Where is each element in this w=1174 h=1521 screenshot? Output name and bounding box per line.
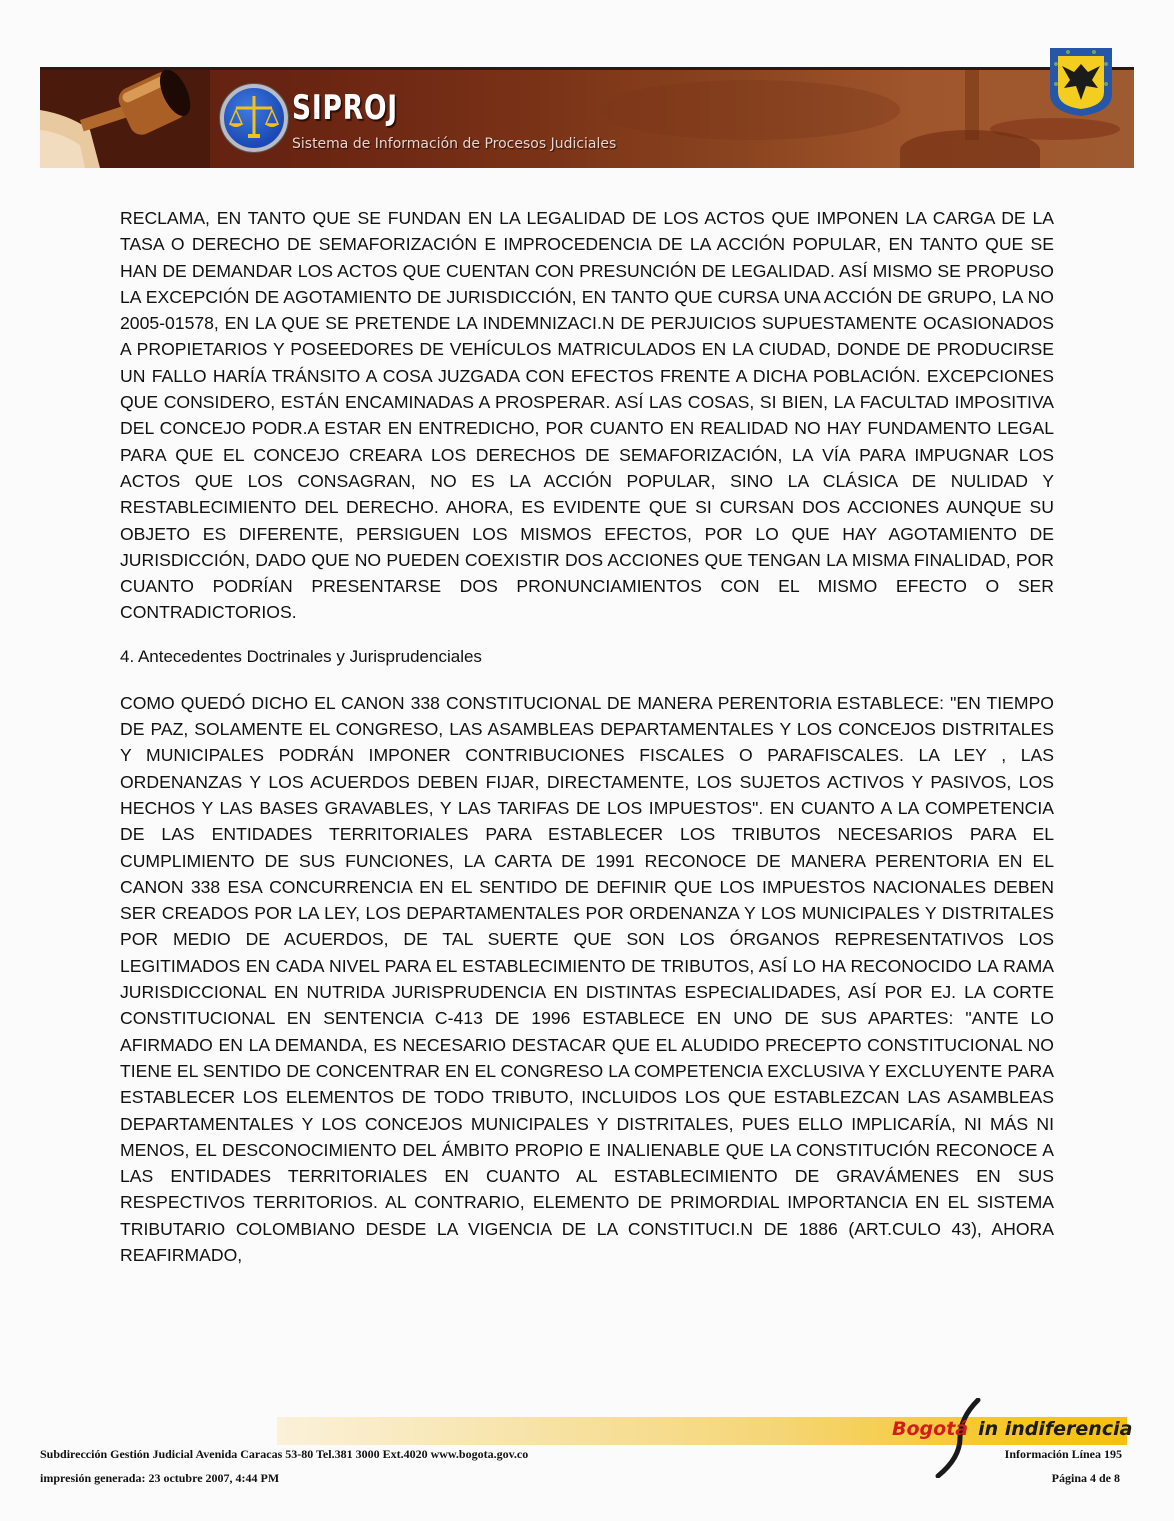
app-title: SIPROJ [292, 88, 398, 128]
brand-sin-indiferencia: in indiferencia [978, 1418, 1133, 1440]
footer-info-line: Información Línea 195 [1004, 1447, 1122, 1461]
bogota-coat-of-arms-icon [1048, 44, 1114, 118]
header-banner [40, 67, 1134, 168]
banner-shadow [600, 80, 900, 140]
document-paragraph: RECLAMA, EN TANTO QUE SE FUNDAN EN LA LEGALIDAD DE LOS ACTOS QUE IMPONEN LA CARGA DE LA TASA O DERECHO DE SEMAFORIZACIÓN E IMPROCEDENCIA DE LA ACCIÓN POPULAR, EN TANTO QUE SE HAN DE DEMANDAR LOS ACTOS QUE CUENTAN CON PRESUNCIÓN DE LEGALIDAD. ASÍ MISMO SE PROPUSO LA EXCEPCIÓN DE AGOTAMIENTO DE JURISDICCIÓN, EN TANTO QUE CURSA UNA ACCIÓN DE GRUPO, LA NO 2005-01578, EN LA QUE SE PRETENDE LA INDEMNIZACI.N DE PERJUICIOS SUPUESTAMENTE OCASIONADOS A PROPIETARIOS Y POSEEDORES DE VEHÍCULOS MATRICULADOS EN LA CIUDAD, DONDE DE PRODUCIRSE UN FALLO HARÍA TRÁNSITO A COSA JUZGADA CON EFECTOS FRENTE A DICHA POBLACIÓN. EXCEPCIONES QUE CONSIDERO, ESTÁN ENCAMINADAS A PROSPERAR. ASÍ LAS COSAS, SI BIEN, LA FACULTAD IMPOSITIVA DEL CONCEJO PODR.A ESTAR EN ENTREDICHO, POR CUANTO EN REALIDAD NO HAY FUNDAMENTO LEGAL PARA QUE EL CONCEJO CREARA LOS DERECHOS DE SEMAFORIZACIÓN, LA VÍA PARA IMPUGNAR LOS ACTOS QUE LOS CONSAGRAN, NO ES LA ACCIÓN POPULAR, SINO LA CLÁSICA DE NULIDAD Y RESTABLECIMIENTO DEL DERECHO. AHORA, ES EVIDENTE QUE SI CURSAN DOS ACCIONES AUNQUE SU OBJETO ES DIFERENTE, PERSIGUEN LOS MISMOS EFECTOS, POR LO QUE HAY AGOTAMIENTO DE JURISDICCIÓN, DADO QUE NO PUEDEN COEXISTIR DOS ACCIONES QUE TENGAN LA MISMA FINALIDAD, POR CUANTO PODRÍAN PRESENTARSE DOS PRONUNCIAMIENTOS CON EL MISMO EFECTO O SER CONTRADICTORIOS. [120, 208, 1054, 623]
footer-address: Subdirección Gestión Judicial Avenida Caracas 53-80 Tel.381 3000 Ext.4020 www.bogota.gov.co [40, 1447, 529, 1461]
gavel-image [40, 70, 210, 168]
app-subtitle: Sistema de Información de Procesos Judiciales [292, 136, 617, 152]
bogota-sin-indiferencia-logo [892, 1418, 1132, 1440]
scales-of-justice-seal-icon [220, 84, 288, 152]
banner-scale-foot [900, 130, 1040, 168]
document-paragraph: COMO QUEDÓ DICHO EL CANON 338 CONSTITUCIONAL DE MANERA PERENTORIA ESTABLECE: "EN TIEMPO DE PAZ, SOLAMENTE EL CONGRESO, LAS ASAMBLEAS DEPARTAMENTALES Y LOS CONCEJOS DISTRITALES Y MUNICIPALES PODRÁN IMPONER CONTRIBUCIONES FISCALES O PARAFISCALES. LA LEY , LAS ORDENANZAS Y LOS ACUERDOS DEBEN FIJAR, DIRECTAMENTE, LOS SUJETOS ACTIVOS Y PASIVOS, LOS HECHOS Y LAS BASES GRAVABLES, Y LAS TARIFAS DE LOS IMPUESTOS". EN CUANTO A LA COMPETENCIA DE LAS ENTIDADES TERRITORIALES PARA ESTABLECER LOS TRIBUTOS NECESARIOS PARA EL CUMPLIMIENTO DE SUS FUNCIONES, LA CARTA DE 1991 RECONOCE DE MANERA PERENTORIA EN EL CANON 338 ESA CONCURRENCIA EN EL SENTIDO DE DEFINIR QUE LOS IMPUESTOS NACIONALES DEBEN SER CREADOS POR LA LEY, LOS DEPARTAMENTALES POR ORDENANZA Y LOS MUNICIPALES Y DISTRITALES POR MEDIO DE ACUERDOS, DE TAL SUERTE QUE SON LOS ÓRGANOS REPRESENTATIVOS LOS LEGITIMADOS EN CADA NIVEL PARA EL ESTABLECIMIENTO DE TRIBUTOS, ASÍ LO HA RECONOCIDO LA RAMA JURISDICCIONAL EN NUTRIDA JURISPRUDENCIA EN DISTINTAS ESPECIALIDADES, ASÍ POR EJ. LA CORTE CONSTITUCIONAL EN SENTENCIA C-413 DE 1996 ESTABLECE EN UNO DE SUS APARTES: "ANTE LO AFIRMADO EN LA DEMANDA, ES NECESARIO DESTACAR QUE EL ALUDIDO PRECEPTO CONSTITUCIONAL NO TIENE EL SENTIDO DE CONCENTRAR EN EL CONGRESO LA COMPETENCIA EXCLUSIVA Y EXCLUYENTE PARA ESTABLECER LOS ELEMENTOS DE TODO TRIBUTO, INCLUIDOS LOS QUE ESTABLEZCAN LAS ASAMBLEAS DEPARTAMENTALES Y LOS CONCEJOS MUNICIPALES Y DISTRITALES, PUES ELLO IMPLICARÍA, NI MÁS NI MENOS, EL DESCONOCIMIENTO DEL ÁMBITO PROPIO E INALIENABLE QUE LA CONSTITUCIÓN RECONOCE A LAS ENTIDADES TERRITORIALES EN CUANTO AL ESTABLECIMIENTO DE GRAVÁMENES EN SUS RESPECTIVOS TERRITORIOS. AL CONTRARIO, ELEMENTO DE PRIMORDIAL IMPORTANCIA EN EL SISTEMA TRIBUTARIO COLOMBIANO DESDE LA VIGENCIA DE LA CONSTITUCI.N DE 1886 (ART.CULO 43), AHORA REAFIRMADO, [120, 692, 1054, 1265]
brand-bogota: Bogotá [892, 1418, 969, 1440]
section-heading: 4. Antecedentes Doctrinales y Jurisprudenciales [120, 646, 482, 666]
footer-generated-date: impresión generada: 23 octubre 2007, 4:44 PM [40, 1471, 280, 1485]
document-body [120, 205, 1054, 1268]
page-number: Página 4 de 8 [1051, 1471, 1120, 1485]
